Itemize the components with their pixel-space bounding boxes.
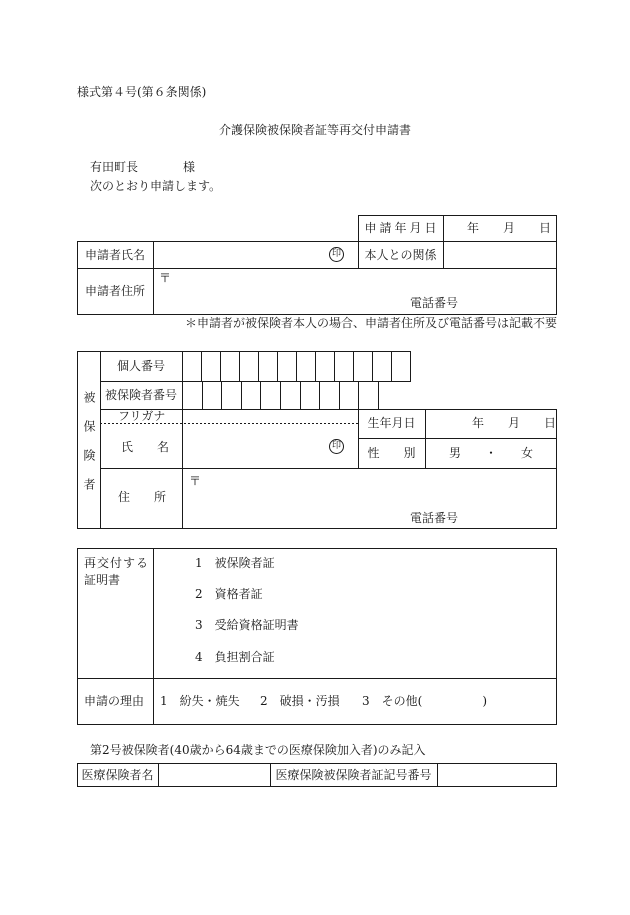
application-date-label: 申請年月日	[364, 221, 440, 235]
birthdate-field: 年 月 日	[472, 416, 557, 430]
applicant-phone-label: 電話番号	[410, 296, 459, 310]
form-number: 様式第４号(第６条関係)	[77, 85, 207, 99]
furigana-label: フリガナ	[118, 409, 166, 423]
card-symbol-number-label: 医療保険被保険者証記号番号	[275, 768, 432, 782]
insured-seal-mark: 印	[329, 439, 344, 454]
applicant-postal-mark: 〒	[159, 271, 172, 285]
addressee-name: 有田町長	[90, 160, 139, 174]
reason-option: 1 紛失・焼失	[160, 694, 240, 708]
insurer-name-label: 医療保険者名	[81, 768, 154, 782]
reason-label: 申請の理由	[84, 694, 145, 708]
certificate-option: 3 受給資格証明書	[195, 618, 299, 632]
addressee-honorific: 様	[183, 160, 196, 174]
certificate-option: 1 被保険者証	[195, 556, 275, 570]
reason-option: 2 破損・汚損	[260, 694, 340, 708]
insured-section-label: 被保険者	[82, 391, 96, 507]
applicant-name-label: 申請者氏名	[84, 248, 145, 262]
applicant-note: ＊申請者が被保険者本人の場合、申請者住所及び電話番号は記載不要	[185, 316, 558, 330]
insured-number-label: 被保険者番号	[104, 388, 177, 402]
sex-options: 男 ・ 女	[449, 446, 534, 460]
personal-number-label: 個人番号	[116, 359, 165, 373]
application-date-field: 年 月 日	[467, 221, 552, 235]
relationship-label: 本人との関係	[364, 248, 437, 262]
page-title: 介護保険被保険者証等再交付申請書	[218, 123, 411, 137]
reason-option: 3 その他( )	[362, 694, 487, 708]
intro-text: 次のとおり申請します。	[90, 179, 222, 193]
insured-phone-label: 電話番号	[410, 511, 459, 525]
applicant-seal-mark: 印	[329, 247, 344, 262]
insured-postal-mark: 〒	[189, 474, 202, 488]
insured-address-label: 住 所	[118, 490, 167, 504]
insured-name-label: 氏 名	[121, 440, 170, 454]
certificate-option: 2 資格者証	[195, 587, 263, 601]
sex-label: 性 別	[367, 446, 416, 460]
applicant-address-label: 申請者住所	[84, 284, 145, 298]
birthdate-label: 生年月日	[367, 416, 416, 430]
category2-note: 第2号被保険者(40歳から64歳までの医療保険加入者)のみ記入	[90, 743, 426, 757]
reissue-label-line1: 再交付する	[84, 556, 150, 570]
certificate-option: 4 負担割合証	[195, 650, 275, 664]
reissue-label-line2: 証明書	[84, 573, 121, 587]
